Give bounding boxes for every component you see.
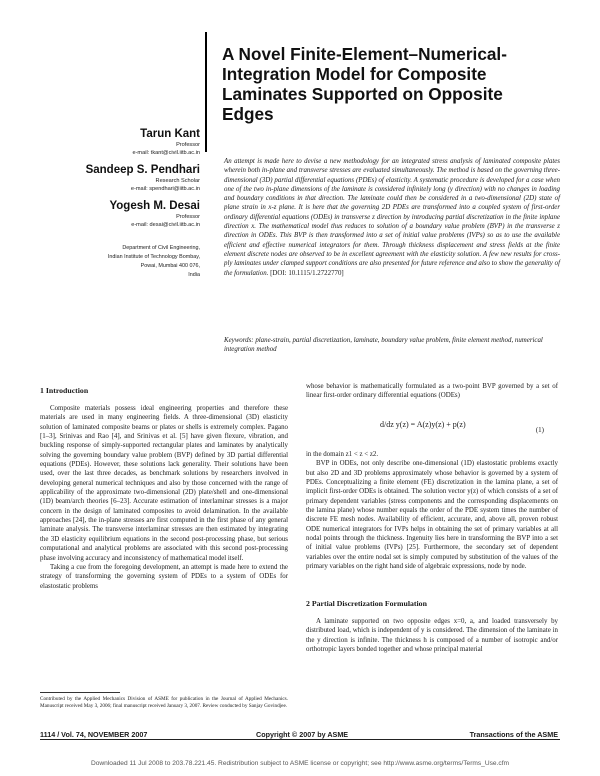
footer-copyright: Copyright © 2007 by ASME (256, 730, 349, 739)
author-email: e-mail: spendhari@iitb.ac.in (130, 186, 200, 192)
section-2 (306, 599, 558, 654)
right-column-body (306, 450, 558, 571)
affiliation-line: Powai, Mumbai 400 076, (140, 263, 200, 269)
affiliation (40, 244, 200, 280)
author-role: Research Scholar (155, 178, 200, 184)
affiliation-line: India (188, 272, 200, 278)
domain-text: in the domain z1 < z < z2. (306, 451, 379, 458)
download-notice: Downloaded 11 Jul 2008 to 203.78.221.45. Redistribution subject to ASME license or copyright; see http://www.asme.org/terms/Terms_Use.cfm (90, 760, 510, 767)
paragraph: BVP in ODEs, not only describe one-dimensional (1D) elastostatic problems exactly but also 2D and 3D problems approximately whose behavior is governed by a system of PDEs. Conceptualizing a finite element (FE) discretization in the lamina plane, a set of implicit first-order ODEs is obtained. The solution vector y(z) of which consists of a set of primary dependent variables (stress components and the corresponding displacements on the lamina plane) whose number equals the order of the PDE system times the number of discrete FE mesh nodes. Availability of efficient, accurate, and, above all, proven robust ODE numerical integrators for IVPs helps in obtaining the set of primary variables at all nodal points through the thickness. Ingenuity lies here in transforming the BVP into a set of initial value problems (IVPs) [25]. Furthermore, the secondary set of dependent variables over the entire nodal set is simply computed by substitution of the values of the primary variables on the right hand side of algebraic expressions, node by node. (306, 460, 558, 571)
equation-body: d/dz y(z) = A(z)y(z) + p(z) (380, 420, 466, 429)
author-1 (40, 128, 200, 157)
footer-journal: Transactions of the ASME (469, 730, 558, 739)
affiliation-line: Department of Civil Engineering, (122, 245, 200, 251)
footnote: Contributed by the Applied Mechanics Division of ASME for publication in the Journal of Applied Mechanics. Manuscript received May 3, 2006; final manuscript received January 3, 2007. Review conducted by Sanjay Govindjee. (40, 696, 288, 709)
author-role: Professor (176, 214, 200, 220)
footer-page-info: 1114 / Vol. 74, NOVEMBER 2007 (40, 730, 148, 739)
author-email: e-mail: tkant@civil.iitb.ac.in (132, 150, 200, 156)
paragraph: whose behavior is mathematically formulated as a two-point BVP governed by a set of linear first-order ordinary differential equations (ODEs) (306, 383, 558, 400)
paper-title: A Novel Finite-Element–Numerical-Integration Model for Composite Laminates Supported on Opposite Edges (222, 44, 507, 124)
paragraph: Composite materials possess ideal engineering properties and therefore these materials are used in many engineering fields. A three-dimensional (3D) elasticity solution of laminated composite beams or plates or shells is extremely complex. Pagano [1–3], Srinivas and Rao [4], and Srinivas et al. [5] have given flexure, vibration, and buckling response of simply-supported rectangular plates and laminates by analytically solving the governing boundary value problem (BVP) defined by 3D partial differential equations (PDEs). However, these solutions lack generality. Their solutions have been used, over the last three decades, as benchmark solutions by researchers involved in developing general numerical techniques and also by those concerned with the range of applicability of the approximate two-dimensional (2D) plate/shell and one-dimensional (1D) beam/arch theories [6–23]. Accurate estimation of interlaminar stresses is a major concern in the design of laminated composites to avoid delamination. In the available approaches [24], the in-plane stresses are first computed in the first phase of any general laminate analysis. The transverse interlaminar stresses are then estimated by integrating the 3D elasticity equilibrium equations in the second post-processing phase, but serious computational and analytical problems are associated with this second post-processing phase involving accuracy and inconsistency of mathematical model itself. (40, 405, 288, 562)
author-list (40, 128, 200, 236)
left-column (40, 386, 288, 591)
equation-1 (380, 420, 560, 440)
abstract-text: An attempt is made here to devise a new methodology for an integrated stress analysis of laminated composite plates wherein both in-plane and transverse stresses are evaluated simultaneously. The method is based on the governing three-dimensional (3D) partial differential equations (PDEs) of elasticity. A systematic procedure is developed for a case when one of the two in-plane dimensions of the laminate is considered infinitely long (y direction) with no changes in loading and boundary conditions in that direction. The laminate could then be considered in a two-dimensional (2D) state of plane strain in x-z plane. It is here that the governing 2D PDEs are transformed into a coupled system of first-order ordinary differential equations (ODEs) in transverse z direction by introducing partial discretization in the finite inplane direction x. The mathematical model thus reduces to solution of a boundary value problem (BVP) in the transverse z direction in ODEs. This BVP is then transformed into a set of initial value problems (IVPs) so as to use the available efficient and effective numerical integrators for them. Through thickness displacement and stress fields at the finite element discrete nodes are observed to be in excellent agreement with the elasticity solution. A few new results for cross-ply laminates under clamped support conditions are also presented for future reference and also to show the generality of the formulation. (224, 158, 560, 277)
author-3 (40, 200, 200, 229)
author-2 (40, 164, 200, 193)
paragraph: A laminate supported on two opposite edges x=0, a, and loaded transversely by distributed load, which is independent of y is considered. The dimension of the laminate in the y direction is infinite. The thickness h is composed of a number of isotropic and/or orthotropic layers bonded together and whose principal material (306, 618, 558, 654)
section-heading-partial-discretization: 2 Partial Discretization Formulation (306, 599, 427, 608)
keywords: Keywords: plane-strain, partial discretization, laminate, boundary value problem, finite element method, numerical integration method (224, 337, 543, 354)
footer-rule (40, 739, 560, 740)
author-role: Professor (176, 142, 200, 148)
doi-link[interactable]: [DOI: 10.1115/1.2722770] (270, 269, 344, 277)
abstract (224, 157, 560, 278)
author-name: Tarun Kant (140, 128, 200, 140)
paragraph: Taking a cue from the foregoing development, an attempt is made here to extend the strategy of transforming the governing system of PDEs to a system of ODEs for elastostatic problems (40, 563, 288, 590)
right-column-top (306, 382, 558, 401)
author-email: e-mail: desai@civil.iitb.ac.in (131, 222, 200, 228)
affiliation-line: Indian Institute of Technology Bombay, (107, 254, 200, 260)
section-heading-introduction: 1 Introduction (40, 386, 89, 395)
footnote-rule (40, 692, 120, 693)
author-name: Yogesh M. Desai (109, 200, 200, 212)
equation-number: (1) (535, 426, 544, 434)
title-rule (205, 32, 207, 152)
author-name: Sandeep S. Pendhari (85, 164, 200, 176)
